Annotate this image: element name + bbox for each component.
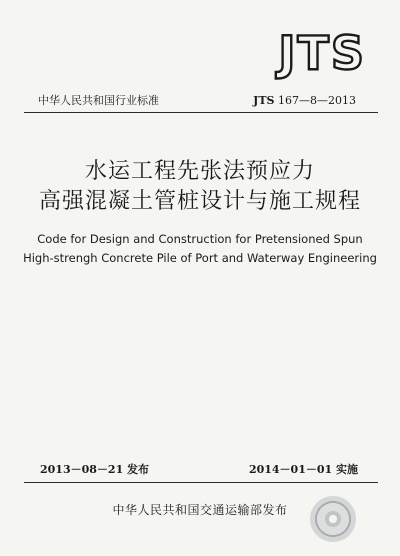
top-divider [24, 112, 378, 113]
standard-code-number: 167—8—2013 [274, 94, 356, 107]
hologram-disc-icon [310, 496, 356, 542]
title-zh-line-1: 水运工程先张法预应力 [84, 159, 315, 184]
title-en-line-2: High-strengh Concrete Pile of Port and Waterway Engineering [23, 251, 377, 265]
jts-logo: JTS [278, 26, 366, 80]
publisher: 中华人民共和国交通运输部发布 [112, 503, 288, 517]
title-zh-line-2: 高强混凝土管桩设计与施工规程 [38, 189, 361, 214]
standard-code [253, 95, 356, 106]
issue-date: 2013－08－21 发布 [40, 463, 150, 476]
standard-type: 中华人民共和国行业标准 [38, 94, 159, 107]
bottom-divider [24, 482, 378, 483]
title-en-line-1: Code for Design and Construction for Pretensioned Spun [37, 232, 363, 246]
implementation-date: 2014－01－01 实施 [248, 463, 358, 476]
standard-code-prefix: JTS [253, 94, 275, 107]
